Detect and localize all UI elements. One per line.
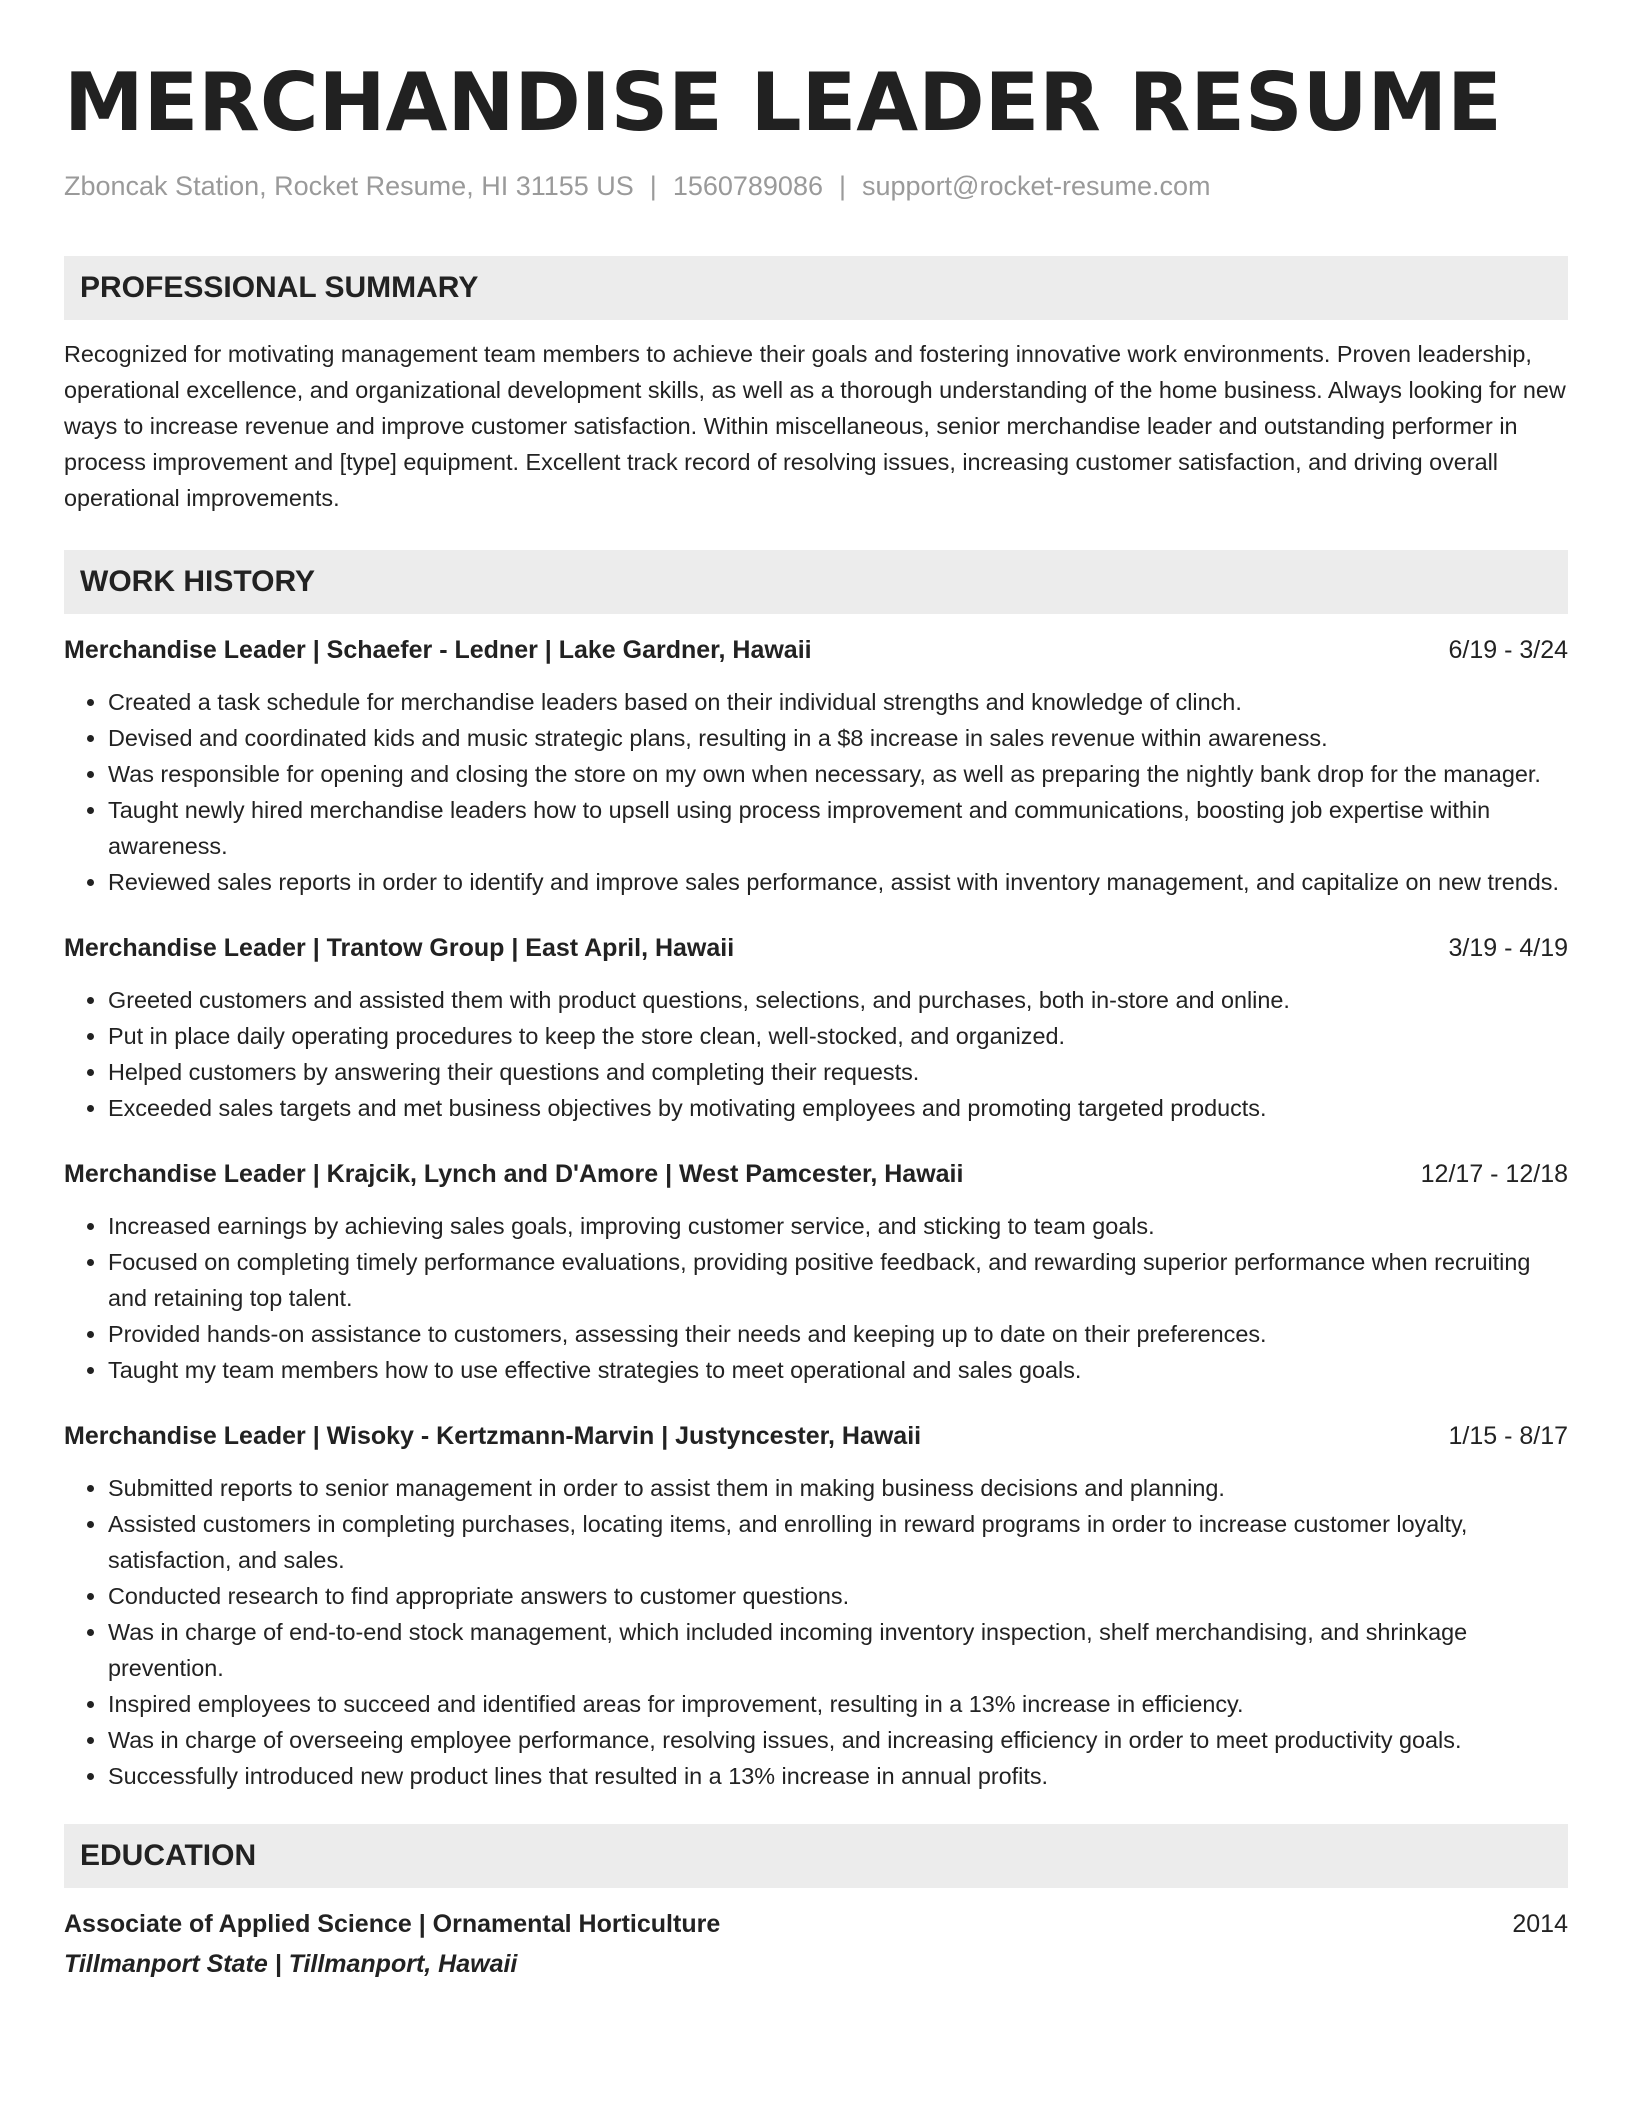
section-heading-summary: PROFESSIONAL SUMMARY — [64, 256, 1568, 320]
job-header — [64, 930, 1568, 966]
contact-separator: | — [649, 171, 657, 201]
job-bullet: • Created a task schedule for merchandise leaders based on their individual strengths and knowledge of clinch. — [108, 684, 1568, 720]
job-header — [64, 632, 1568, 668]
job-bullet: • Helped customers by answering their questions and completing their requests. — [108, 1054, 1568, 1090]
job-header — [64, 1418, 1568, 1454]
contact-phone: 1560789086 — [672, 171, 823, 201]
job-entry — [64, 1418, 1568, 1794]
job-bullet: • Was in charge of overseeing employee performance, resolving issues, and increasing efficiency in order to meet productivity goals. — [108, 1722, 1568, 1758]
education-year: 2014 — [1512, 1910, 1568, 1938]
job-bullet: • Inspired employees to succeed and identified areas for improvement, resulting in a 13% increase in efficiency. — [108, 1686, 1568, 1722]
job-title: Merchandise Leader | Trantow Group | East April, Hawaii — [64, 934, 735, 962]
section-heading-work: WORK HISTORY — [64, 550, 1568, 614]
job-bullets — [64, 1208, 1568, 1388]
job-dates: 3/19 - 4/19 — [1448, 934, 1568, 962]
job-bullet: • Focused on completing timely performance evaluations, providing positive feedback, and rewarding superior performance when recruiting and retaining top talent. — [108, 1244, 1568, 1316]
job-entry — [64, 930, 1568, 1126]
job-bullet: • Was responsible for opening and closing the store on my own when necessary, as well as preparing the nightly bank drop for the manager. — [108, 756, 1568, 792]
job-title: Merchandise Leader | Schaefer - Ledner | Lake Gardner, Hawaii — [64, 636, 812, 664]
job-bullet: • Taught my team members how to use effective strategies to meet operational and sales goals. — [108, 1352, 1568, 1388]
education-school: Tillmanport State | Tillmanport, Hawaii — [64, 1950, 518, 1978]
job-title: Merchandise Leader | Krajcik, Lynch and D'Amore | West Pamcester, Hawaii — [64, 1160, 964, 1188]
job-header — [64, 1156, 1568, 1192]
job-bullet: • Greeted customers and assisted them with product questions, selections, and purchases, both in-store and online. — [108, 982, 1568, 1018]
job-dates: 6/19 - 3/24 — [1448, 636, 1568, 664]
job-bullet: • Was in charge of end-to-end stock management, which included incoming inventory inspection, shelf merchandising, and shrinkage prevention. — [108, 1614, 1568, 1686]
job-bullet: • Put in place daily operating procedures to keep the store clean, well-stocked, and organized. — [108, 1018, 1568, 1054]
job-entry — [64, 632, 1568, 900]
section-heading-education: EDUCATION — [64, 1824, 1568, 1888]
job-dates: 12/17 - 12/18 — [1420, 1160, 1568, 1188]
job-bullet: • Exceeded sales targets and met business objectives by motivating employees and promoting targeted products. — [108, 1090, 1568, 1126]
contact-separator: | — [838, 171, 846, 201]
job-entry — [64, 1156, 1568, 1388]
work-history-list — [64, 632, 1568, 1794]
job-bullet: • Submitted reports to senior management in order to assist them in making business decisions and planning. — [108, 1470, 1568, 1506]
job-bullet: • Successfully introduced new product lines that resulted in a 13% increase in annual profits. — [108, 1758, 1568, 1794]
job-dates: 1/15 - 8/17 — [1448, 1422, 1568, 1450]
education-entry — [64, 1906, 1568, 1982]
contact-line — [64, 168, 1568, 204]
summary-text: Recognized for motivating management team members to achieve their goals and fostering innovative work environments. Proven leadership, operational excellence, and organizational development skills, as well as a thorough understanding of the home business. Always looking for new ways to increase revenue and improve customer satisfaction. Within miscellaneous, senior merchandise leader and outstanding performer in process improvement and [type] equipment. Excellent track record of resolving issues, increasing customer satisfaction, and driving overall operational improvements. — [64, 341, 1566, 511]
job-bullets — [64, 1470, 1568, 1794]
contact-email: support@rocket-resume.com — [862, 171, 1211, 201]
job-bullets — [64, 982, 1568, 1126]
education-degree: Associate of Applied Science | Ornamental Horticulture — [64, 1910, 721, 1938]
contact-address: Zboncak Station, Rocket Resume, HI 31155 US — [64, 171, 634, 201]
job-title: Merchandise Leader | Wisoky - Kertzmann-Marvin | Justyncester, Hawaii — [64, 1422, 922, 1450]
job-bullet: • Devised and coordinated kids and music strategic plans, resulting in a $8 increase in sales revenue within awareness. — [108, 720, 1568, 756]
education-header — [64, 1906, 1568, 1942]
job-bullets — [64, 684, 1568, 900]
resume-title: MERCHANDISE LEADER RESUME — [64, 56, 1502, 149]
job-bullet: • Increased earnings by achieving sales goals, improving customer service, and sticking to team goals. — [108, 1208, 1568, 1244]
job-bullet: • Assisted customers in completing purchases, locating items, and enrolling in reward programs in order to increase customer loyalty, satisfaction, and sales. — [108, 1506, 1568, 1578]
job-bullet: • Provided hands-on assistance to customers, assessing their needs and keeping up to date on their preferences. — [108, 1316, 1568, 1352]
job-bullet: • Conducted research to find appropriate answers to customer questions. — [108, 1578, 1568, 1614]
job-bullet: • Reviewed sales reports in order to identify and improve sales performance, assist with inventory management, and capitalize on new trends. — [108, 864, 1568, 900]
job-bullet: • Taught newly hired merchandise leaders how to upsell using process improvement and communications, boosting job expertise within awareness. — [108, 792, 1568, 864]
